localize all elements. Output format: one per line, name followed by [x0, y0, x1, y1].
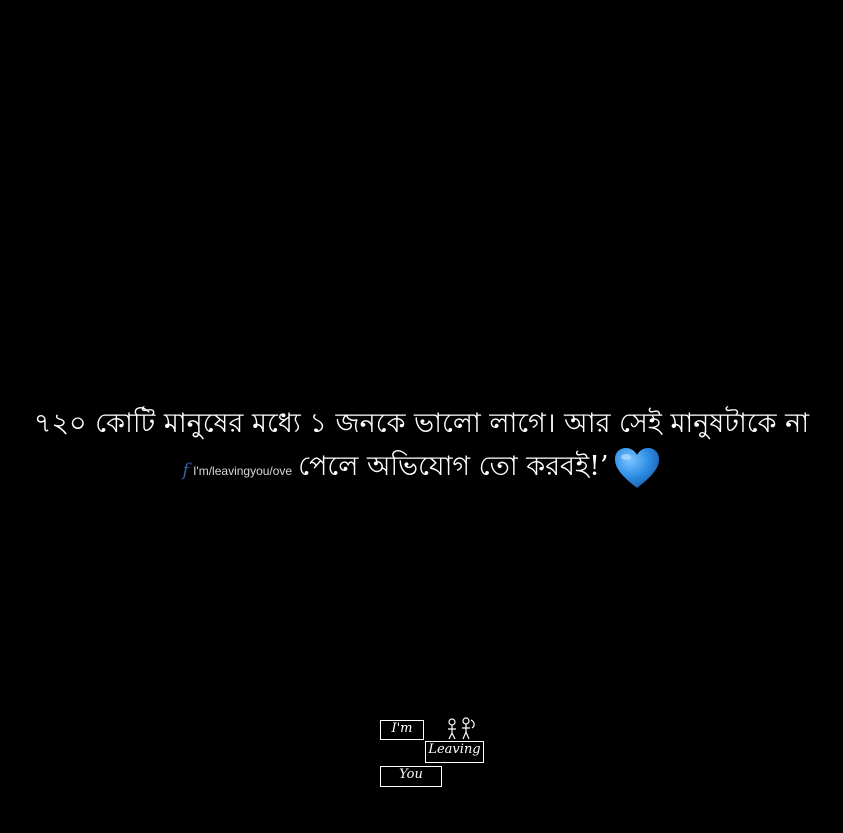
quote-line-2-row	[0, 448, 843, 488]
watermark	[182, 462, 292, 480]
im-leaving-you-logo	[380, 716, 486, 788]
logo-word-leaving: Leaving	[425, 741, 484, 763]
logo-word-you: You	[380, 766, 442, 787]
facebook-icon: f	[182, 460, 190, 481]
logo-word-im: I'm	[380, 720, 424, 740]
couple-figures-icon	[442, 716, 478, 740]
quote-line-1: ৭২০ কোটি মানুষের মধ্যে ১ জনকে ভালো লাগে। আর সেই মানুষটাকে না	[33, 408, 810, 439]
watermark-text: I'm/leavingyou/ove	[193, 464, 293, 478]
blue-heart-icon	[613, 446, 661, 490]
quote-line-2: পেলে অভিযোগ তো করবই!’	[298, 450, 609, 482]
